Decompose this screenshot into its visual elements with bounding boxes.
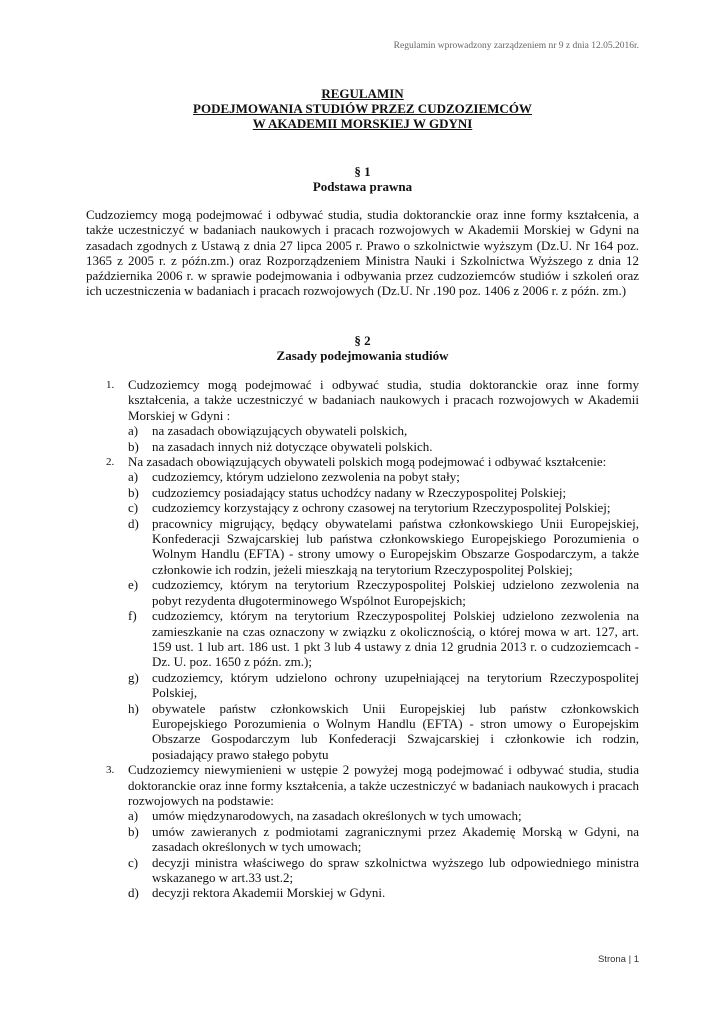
sub-item	[128, 469, 639, 484]
sub-item-text: decyzji ministra właściwego do spraw szkolnictwa wyższego lub odpowiedniego ministra wskazanego w art.33 ust.2;	[152, 854, 639, 885]
sub-item	[128, 885, 639, 900]
list-item-2	[86, 454, 639, 762]
sub-item	[128, 439, 639, 454]
sub-item-text: umów zawieranych z podmiotami zagranicznymi przez Akademię Morską w Gdyni, na zasadach określonych w tych umowach;	[152, 823, 639, 855]
sub-item-letter: d)	[128, 515, 139, 531]
section-2-heading: Zasady podejmowania studiów	[276, 348, 449, 363]
section-2-number: § 2	[354, 333, 371, 348]
sub-item-text: pracownicy migrujący, będący obywatelami państwa członkowskiego Unii Europejskiej, Konfederacji Szwajcarskiej lub państwa członkowskiego Europejskiego Porozumienia o Wolnym Handlu (EFTA) - strony umowy o Europejskim Obszarze Gospodarczym, a także członkowie ich rodzin, jeżeli mieszkają na terytorium Rzeczypospolitej Polskiej;	[152, 515, 639, 577]
list-item-3	[86, 762, 639, 901]
section-2-header	[0, 333, 725, 363]
list-item-text: Cudzoziemcy niewymienieni w ustępie 2 powyżej mogą podejmować i odbywać studia, studia doktoranckie oraz inne formy kształcenia, a także uczestniczyć w badaniach naukowych i pracach rozwojowych na podstawie:	[128, 762, 639, 808]
sub-item	[128, 670, 639, 701]
sub-item	[128, 608, 639, 670]
list-item-number: 2.	[106, 456, 115, 469]
page-footer: Strona | 1	[597, 954, 639, 965]
sub-item	[128, 855, 639, 886]
title-line-3: W AKADEMII MORSKIEJ W GDYNI	[252, 116, 473, 131]
sub-item-text: cudzoziemcy, którym udzielono ochrony uzupełniającej na terytorium Rzeczypospolitej Polskiej,	[152, 669, 639, 701]
document-title	[0, 86, 725, 131]
list-item-text: Cudzoziemcy mogą podejmować i odbywać studia, studia doktoranckie oraz inne formy kształcenia, a także uczestniczyć w badaniach naukowych i pracach rozwojowych w Akademii Morskiej w Gdyni :	[128, 377, 639, 423]
sub-item-letter: e)	[128, 577, 139, 593]
section-1-number: § 1	[354, 164, 371, 179]
sub-item-letter: a)	[128, 808, 139, 824]
sub-item-letter: b)	[128, 438, 139, 454]
sub-item	[128, 500, 639, 515]
section-2-list	[86, 377, 639, 901]
sub-item	[128, 824, 639, 855]
sub-item-letter: h)	[128, 700, 139, 716]
header-note: Regulamin wprowadzony zarządzeniem nr 9 z dnia 12.05.2016r.	[393, 41, 639, 51]
sub-item-letter: c)	[128, 500, 139, 516]
sub-item-text: decyzji rektora Akademii Morskiej w Gdyni.	[152, 885, 386, 901]
list-item-number: 3.	[106, 764, 115, 777]
sub-item	[128, 808, 639, 823]
sub-item-text: cudzoziemcy posiadający status uchodźcy nadany w Rzeczypospolitej Polskiej;	[152, 484, 567, 500]
sub-item-letter: d)	[128, 885, 139, 901]
sub-item-text: na zasadach innych niż dotyczące obywateli polskich.	[152, 438, 433, 454]
sub-item-text: cudzoziemcy, którym na terytorium Rzeczypospolitej Polskiej udzielono zezwolenia na pobyt rezydenta długoterminowego Wspólnot Europejskich;	[152, 577, 639, 608]
sub-item-text: cudzoziemcy, którym na terytorium Rzeczypospolitej Polskiej udzielono zezwolenia na zamieszkanie na czas oznaczony w związku z okolicznością, o której mowa w art. 127, art. 159 ust. 1 lub art. 186 ust. 1 pkt 3 lub 4 ustawy z dnia 12 grudnia 2013 r. o cudzoziemcach - Dz. U. poz. 1650 z późn. zm.);	[152, 608, 639, 670]
sub-item	[128, 577, 639, 608]
sub-item	[128, 701, 639, 763]
sub-item-letter: f)	[128, 608, 137, 624]
list-item-1	[86, 377, 639, 454]
sub-item-text: cudzoziemcy, którym udzielono zezwolenia na pobyt stały;	[152, 469, 460, 485]
sub-item	[128, 423, 639, 438]
list-item-number: 1.	[106, 379, 115, 391]
sub-item-text: obywatele państw członkowskich Unii Europejskiej lub państw członkowskich Europejskiego Porozumienia o Wolnym Handlu (EFTA) - stron umowy o Europejskim Obszarze Gospodarczym lub Konfederacji Szwajcarskiej i członkowie ich rodzin, posiadający prawo stałego pobytu	[152, 700, 639, 762]
sub-item	[128, 516, 639, 578]
list-item-text: Na zasadach obowiązujących obywateli polskich mogą podejmować i odbywać kształcenie:	[128, 454, 607, 470]
sub-item-letter: a)	[128, 423, 139, 439]
title-line-2: PODEJMOWANIA STUDIÓW PRZEZ CUDZOZIEMCÓW	[193, 101, 532, 116]
sub-item-letter: b)	[128, 823, 139, 839]
sub-item-letter: a)	[128, 469, 139, 485]
section-1-header	[0, 164, 725, 194]
title-line-1: REGULAMIN	[321, 86, 404, 101]
sub-item-letter: c)	[128, 854, 139, 870]
section-1-text: Cudzoziemcy mogą podejmować i odbywać studia, studia doktoranckie oraz inne formy kształcenia, a także uczestniczyć w badaniach naukowych i pracach rozwojowych w Akademii Morskiej w Gdyni na zasadach zgodnych z Ustawą z dnia 27 lipca 2005 r. Prawo o szkolnictwie wyższym (Dz.U. Nr 164 poz. 1365 z 2005 r. z późn.zm.) oraz Rozporządzeniem Ministra Nauki i Szkolnictwa Wyższego z dnia 12 października 2006 r. w sprawie podejmowania i odbywania przez cudzoziemców studiów i szkoleń oraz ich uczestniczenia w badaniach i pracach rozwojowych (Dz.U. Nr .190 poz. 1406 z 2006 r. z późn. zm.)	[86, 207, 639, 299]
section-1-heading: Podstawa prawna	[312, 179, 413, 194]
sub-item-text: cudzoziemcy korzystający z ochrony czasowej na terytorium Rzeczypospolitej Polskiej;	[152, 500, 611, 516]
sub-item-letter: g)	[128, 669, 139, 685]
sub-item-letter: b)	[128, 484, 139, 500]
sub-item-text: na zasadach obowiązujących obywateli polskich,	[152, 423, 408, 439]
sub-item	[128, 485, 639, 500]
sub-item-text: umów międzynarodowych, na zasadach określonych w tych umowach;	[152, 808, 522, 824]
